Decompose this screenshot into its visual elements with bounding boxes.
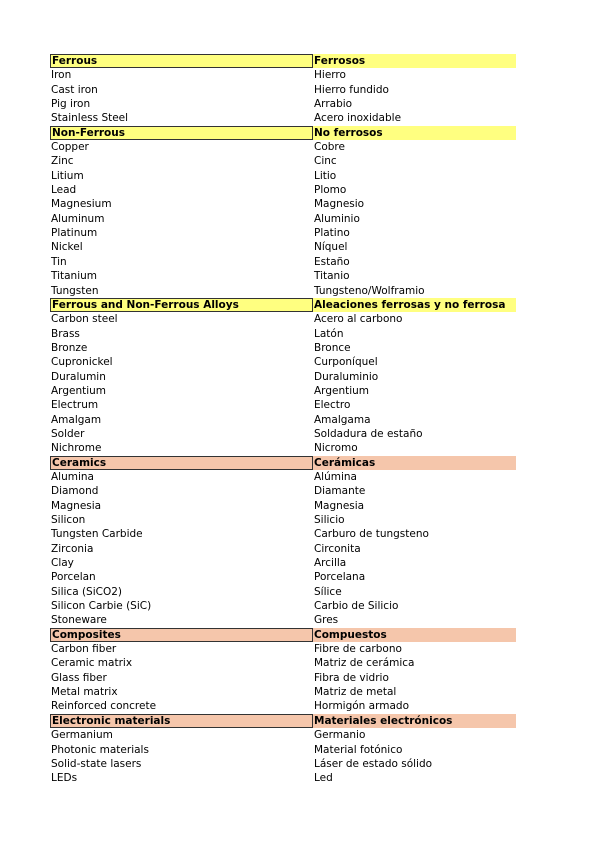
material-row [50,398,516,412]
material-english-cell[interactable]: Solid-state lasers [51,757,142,770]
material-spanish-cell[interactable]: Led [314,772,333,785]
material-spanish-cell[interactable]: Carburo de tungsteno [314,528,429,541]
material-spanish-cell[interactable]: Arrabio [314,98,353,111]
material-row [50,240,516,254]
material-spanish-cell[interactable]: Soldadura de estaño [314,427,423,440]
material-row [50,556,516,570]
material-row [50,183,516,197]
material-english-cell[interactable]: Germanium [51,729,113,742]
material-spanish-cell[interactable]: Amalgama [314,413,371,426]
material-spanish-cell[interactable]: Platino [314,227,350,240]
material-english-cell[interactable]: Electrum [51,399,99,412]
material-spanish-cell[interactable]: Cobre [314,141,345,154]
material-english-cell[interactable]: Tin [51,255,67,268]
material-spanish-cell[interactable]: Magnesia [314,499,365,512]
material-english-cell[interactable]: LEDs [51,772,78,785]
material-spanish-cell[interactable]: Diamante [314,485,366,498]
section-header-spanish[interactable]: Ferrosos [313,54,516,68]
material-spanish-cell[interactable]: Estaño [314,255,350,268]
material-english-cell[interactable]: Iron [51,69,72,82]
material-english-cell[interactable]: Carbon steel [51,313,118,326]
material-row [50,542,516,556]
material-row [50,685,516,699]
material-row [50,728,516,742]
material-english-cell[interactable]: Nickel [51,241,83,254]
material-spanish-cell[interactable]: Níquel [314,241,348,254]
material-spanish-cell[interactable]: Magnesio [314,198,365,211]
material-row [50,212,516,226]
material-row [50,699,516,713]
material-english-cell[interactable]: Silicon Carbie (SiC) [51,600,152,613]
material-english-cell[interactable]: Cupronickel [51,356,113,369]
material-spanish-cell[interactable]: Carbio de Silicio [314,600,399,613]
material-spanish-cell[interactable]: Matriz de cerámica [314,657,415,670]
section-header-english[interactable]: Ferrous [50,54,313,68]
material-spanish-cell[interactable]: Litio [314,169,337,182]
material-row [50,484,516,498]
material-spanish-cell[interactable]: Curponíquel [314,356,378,369]
material-spanish-cell[interactable]: Aluminio [314,212,360,225]
material-spanish-cell[interactable]: Matriz de metal [314,686,397,699]
material-english-cell[interactable]: Bronze [51,341,88,354]
material-row [50,671,516,685]
section-header-row [50,298,516,312]
material-spanish-cell[interactable]: Láser de estado sólido [314,757,433,770]
material-english-cell[interactable]: Stoneware [51,614,107,627]
material-spanish-cell[interactable]: Gres [314,614,339,627]
material-spanish-cell[interactable]: Latón [314,327,344,340]
material-row [50,470,516,484]
material-spanish-cell[interactable]: Electro [314,399,351,412]
section-header-english[interactable]: Ferrous and Non-Ferrous Alloys [50,298,313,312]
material-row [50,441,516,455]
material-english-cell[interactable]: Glass fiber [51,671,107,684]
material-english-cell[interactable]: Magnesium [51,198,112,211]
section-header-spanish[interactable]: Cerámicas [313,456,516,470]
material-english-cell[interactable]: Amalgam [51,413,102,426]
material-row [50,83,516,97]
material-english-cell[interactable]: Clay [51,557,74,570]
material-spanish-cell[interactable]: Duraluminio [314,370,379,383]
material-row [50,757,516,771]
material-english-cell[interactable]: Duralumin [51,370,106,383]
material-row [50,255,516,269]
material-spanish-cell[interactable]: Material fotónico [314,743,403,756]
material-english-cell[interactable]: Brass [51,327,80,340]
material-row [50,140,516,154]
material-english-cell[interactable]: Argentium [51,384,107,397]
section-header-english[interactable]: Electronic materials [50,714,313,728]
material-english-cell[interactable]: Lead [51,184,77,197]
material-spanish-cell[interactable]: Bronce [314,341,351,354]
material-row [50,355,516,369]
material-row [50,370,516,384]
material-spanish-cell[interactable]: Hierro [314,69,346,82]
material-spanish-cell[interactable]: Porcelana [314,571,366,584]
material-row [50,269,516,283]
material-spanish-cell[interactable]: Cinc [314,155,337,168]
material-english-cell[interactable]: Platinum [51,227,98,240]
material-english-cell[interactable]: Porcelan [51,571,96,584]
material-row [50,197,516,211]
material-spanish-cell[interactable]: Titanio [314,270,350,283]
material-english-cell[interactable]: Tungsten Carbide [51,528,143,541]
material-row [50,341,516,355]
material-english-cell[interactable]: Carbon fiber [51,643,117,656]
material-english-cell[interactable]: Diamond [51,485,99,498]
material-row [50,413,516,427]
material-row [50,169,516,183]
material-english-cell[interactable]: Litium [51,169,84,182]
material-row [50,68,516,82]
material-spanish-cell[interactable]: Fibra de vidrio [314,671,389,684]
material-english-cell[interactable]: Zirconia [51,542,94,555]
material-spanish-cell[interactable]: Nicromo [314,442,358,455]
material-row [50,427,516,441]
material-spanish-cell[interactable]: Tungsteno/Wolframio [314,284,425,297]
section-header-row [50,126,516,140]
material-spanish-cell[interactable]: Circonita [314,542,361,555]
material-english-cell[interactable]: Zinc [51,155,74,168]
material-row [50,154,516,168]
section-header-spanish[interactable]: Compuestos [313,628,516,642]
section-header-english[interactable]: Composites [50,628,313,642]
material-english-cell[interactable]: Stainless Steel [51,112,129,125]
material-spanish-cell[interactable]: Arcilla [314,557,347,570]
section-header-english[interactable]: Non-Ferrous [50,126,313,140]
section-header-row [50,54,516,68]
material-row [50,312,516,326]
material-row [50,771,516,785]
material-english-cell[interactable]: Pig iron [51,98,91,111]
material-english-cell[interactable]: Ceramic matrix [51,657,133,670]
material-spanish-cell[interactable]: Alúmina [314,470,357,483]
section-header-spanish[interactable]: No ferrosos [313,126,516,140]
section-header-english[interactable]: Ceramics [50,456,313,470]
material-row [50,599,516,613]
material-english-cell[interactable]: Photonic materials [51,743,149,756]
section-header-spanish[interactable]: Materiales electrónicos [313,714,516,728]
material-row [50,613,516,627]
material-row [50,743,516,757]
material-row [50,585,516,599]
material-english-cell[interactable]: Tungsten [51,284,99,297]
material-spanish-cell[interactable]: Acero inoxidable [314,112,402,125]
section-header-spanish[interactable]: Aleaciones ferrosas y no ferrosa [313,298,516,312]
section-header-row [50,714,516,728]
material-row [50,642,516,656]
material-spanish-cell[interactable]: Fibre de carbono [314,643,402,656]
material-spanish-cell[interactable]: Plomo [314,184,347,197]
material-row [50,527,516,541]
material-row [50,513,516,527]
material-english-cell[interactable]: Solder [51,427,85,440]
material-english-cell[interactable]: Silicon [51,514,86,526]
material-spanish-cell[interactable]: Hormigón armado [314,700,409,713]
material-row [50,570,516,584]
material-row [50,97,516,111]
material-english-cell[interactable]: Titanium [51,270,98,283]
material-row [50,384,516,398]
material-row [50,327,516,341]
material-english-cell[interactable]: Nichrome [51,442,102,455]
material-row [50,111,516,125]
material-english-cell[interactable]: Silica (SiCO2) [51,585,123,598]
material-row [50,226,516,240]
material-english-cell[interactable]: Magnesia [51,499,102,512]
material-row [50,284,516,298]
material-english-cell[interactable]: Alumina [51,470,94,483]
section-header-row [50,628,516,642]
material-row [50,656,516,670]
material-english-cell[interactable]: Aluminum [51,212,105,225]
section-header-row [50,456,516,470]
material-row [50,499,516,513]
material-spanish-cell[interactable]: Germanio [314,729,366,742]
materials-sheet [50,54,516,786]
material-spanish-cell[interactable]: Argentium [314,384,370,397]
material-spanish-cell[interactable]: Silicio [314,514,345,526]
material-spanish-cell[interactable]: Sílice [314,585,342,598]
material-english-cell[interactable]: Reinforced concrete [51,700,157,713]
material-spanish-cell[interactable]: Hierro fundido [314,83,389,96]
material-english-cell[interactable]: Metal matrix [51,686,118,699]
material-english-cell[interactable]: Cast iron [51,83,98,96]
material-spanish-cell[interactable]: Acero al carbono [314,313,403,326]
material-english-cell[interactable]: Copper [51,141,89,154]
